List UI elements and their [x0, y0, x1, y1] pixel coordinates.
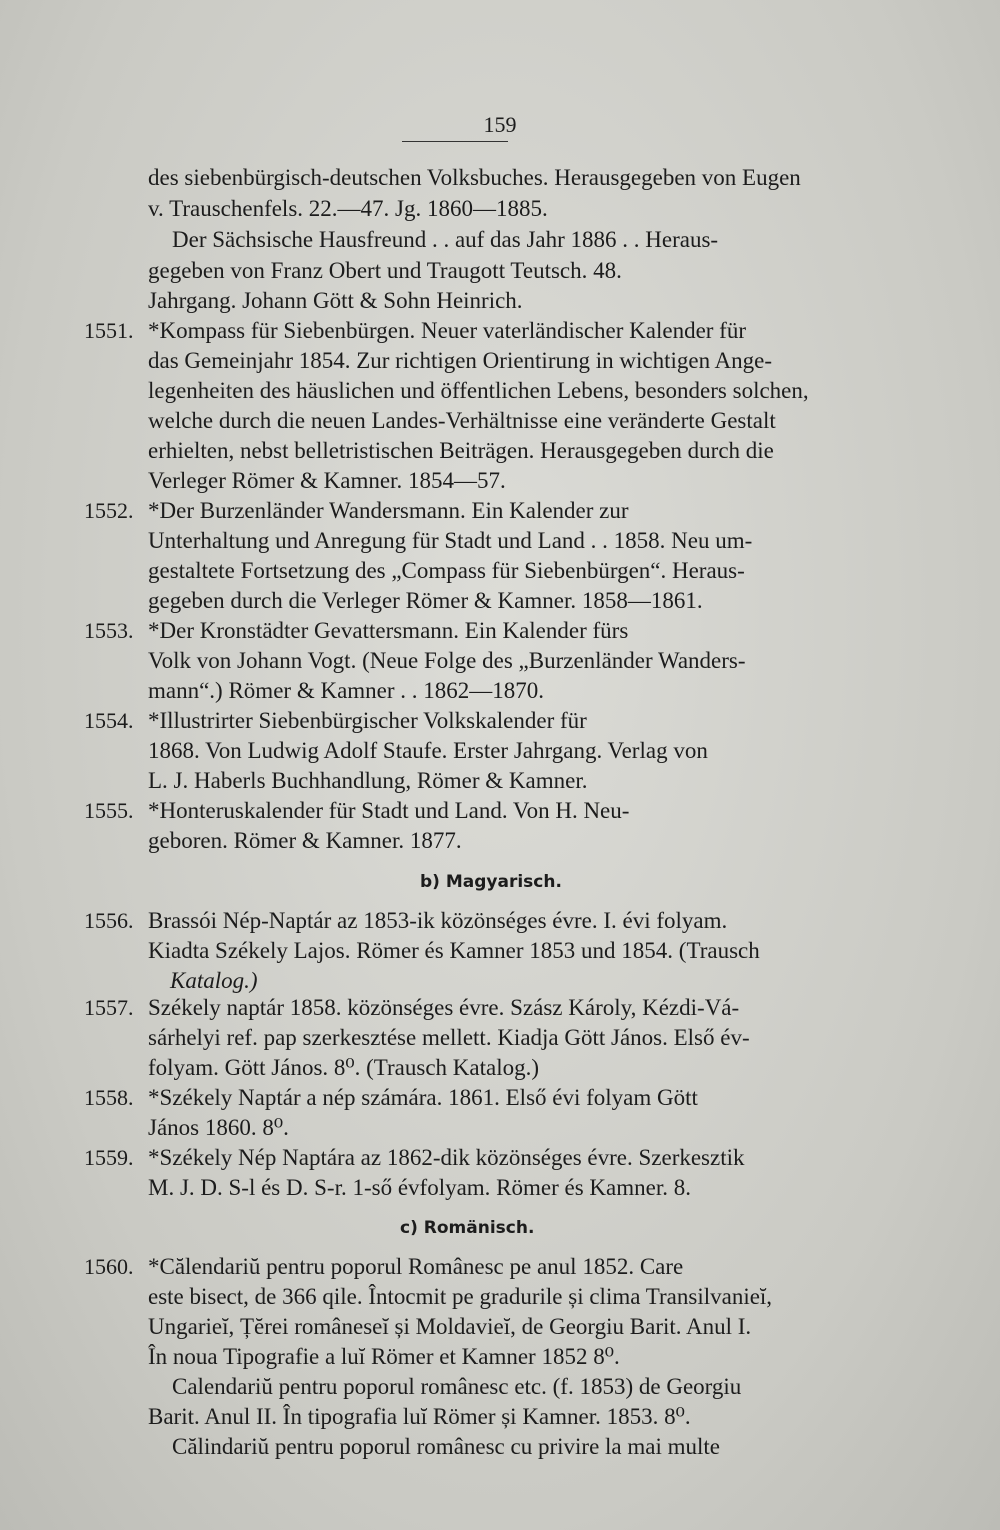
text-line: *Székely Naptár a nép számára. 1861. Első évi folyam Gött	[148, 1085, 698, 1110]
entry-number: 1552.	[84, 498, 134, 523]
text-line: Barit. Anul II. În tipografia luĭ Römer și Kamner. 1853. 8⁰.	[148, 1404, 691, 1429]
text-line: gegeben von Franz Obert und Traugott Teutsch. 48.	[148, 258, 622, 283]
text-line: *Honteruskalender für Stadt und Land. Von H. Neu-	[148, 798, 630, 823]
text-line: L. J. Haberls Buchhandlung, Römer & Kamner.	[148, 768, 588, 793]
text-line: *Der Burzenländer Wandersmann. Ein Kalender zur	[148, 498, 629, 523]
text-line: welche durch die neuen Landes-Verhältnisse eine veränderte Gestalt	[148, 408, 776, 433]
text-line: Călindariŭ pentru poporul românesc cu privire la mai multe	[172, 1434, 721, 1459]
text-line: folyam. Gött János. 8⁰. (Trausch Katalog.)	[148, 1055, 540, 1080]
entry-number: 1559.	[84, 1145, 134, 1170]
text-line: gestaltete Fortsetzung des „Compass für Siebenbürgen“. Heraus-	[148, 558, 745, 583]
text-line: *Der Kronstädter Gevattersmann. Ein Kalender fürs	[148, 618, 629, 643]
text-line: Brassói Nép-Naptár az 1853-ik közönséges évre. I. évi folyam.	[148, 908, 728, 933]
text-line: este bisect, de 366 qile. Întocmit pe gradurile și clima Transilvanieĭ,	[148, 1284, 773, 1309]
entry-number: 1556.	[84, 908, 134, 933]
page-number-rule	[402, 141, 508, 142]
text-line: *Kompass für Siebenbürgen. Neuer vaterländischer Kalender für	[148, 318, 746, 343]
text-line: geboren. Römer & Kamner. 1877.	[148, 828, 462, 853]
entry-number: 1558.	[84, 1085, 134, 1110]
text-line: Volk von Johann Vogt. (Neue Folge des „Burzenländer Wanders-	[148, 648, 746, 673]
text-line: erhielten, nebst belletristischen Beiträgen. Herausgegeben durch die	[148, 438, 774, 463]
text-line: Katalog.)	[170, 968, 258, 993]
entry-number: 1560.	[84, 1254, 134, 1279]
text-line: Kiadta Székely Lajos. Römer és Kamner 1853 und 1854. (Trausch	[148, 938, 760, 963]
text-line: legenheiten des häuslichen und öffentlichen Lebens, besonders solchen,	[148, 378, 809, 403]
text-line: M. J. D. S-l és D. S-r. 1-ső évfolyam. Römer és Kamner. 8.	[148, 1175, 691, 1200]
text-line: Jahrgang. Johann Gött & Sohn Heinrich.	[148, 288, 523, 313]
page-number: 159	[483, 112, 517, 137]
text-line: mann“.) Römer & Kamner . . 1862—1870.	[148, 678, 545, 703]
text-line: *Călendariŭ pentru poporul Românesc pe anul 1852. Care	[148, 1254, 684, 1279]
text-line: În noua Tipografie a luĭ Römer et Kamner 1852 8⁰.	[148, 1344, 620, 1369]
entry-number: 1555.	[84, 798, 134, 823]
entry-number: 1553.	[84, 618, 134, 643]
text-line: 1868. Von Ludwig Adolf Staufe. Erster Jahrgang. Verlag von	[148, 738, 708, 763]
text-line: *Székely Nép Naptára az 1862-dik közönséges évre. Szerkesztik	[148, 1145, 745, 1170]
section-heading-romanisch: c) Romänisch.	[400, 1218, 535, 1238]
text-line: Verleger Römer & Kamner. 1854—57.	[148, 468, 506, 493]
text-line: Ungarieĭ, Țĕrei româneseĭ și Moldavieĭ, de Georgiu Barit. Anul I.	[148, 1314, 752, 1339]
entry-number: 1557.	[84, 995, 134, 1020]
text-line: des siebenbürgisch-deutschen Volksbuches. Herausgegeben von Eugen	[148, 165, 801, 190]
section-heading-magyarisch: b) Magyarisch.	[420, 872, 562, 892]
entry-number: 1554.	[84, 708, 134, 733]
text-line: Unterhaltung und Anregung für Stadt und Land . . 1858. Neu um-	[148, 528, 753, 553]
text-line: Calendariŭ pentru poporul românesc etc. (f. 1853) de Georgiu	[172, 1374, 742, 1399]
text-line: das Gemeinjahr 1854. Zur richtigen Orientirung in wichtigen Ange-	[148, 348, 773, 373]
text-line: v. Trauschenfels. 22.—47. Jg. 1860—1885.	[148, 196, 548, 221]
text-line: sárhelyi ref. pap szerkesztése mellett. Kiadja Gött János. Első év-	[148, 1025, 750, 1050]
text-line: *Illustrirter Siebenbürgischer Volkskalender für	[148, 708, 587, 733]
text-line: János 1860. 8⁰.	[148, 1115, 289, 1140]
text-line: gegeben durch die Verleger Römer & Kamner. 1858—1861.	[148, 588, 703, 613]
entry-number: 1551.	[84, 318, 134, 343]
text-line: Székely naptár 1858. közönséges évre. Szász Károly, Kézdi-Vá-	[148, 995, 740, 1020]
text-line: Der Sächsische Hausfreund . . auf das Jahr 1886 . . Heraus-	[172, 227, 719, 252]
